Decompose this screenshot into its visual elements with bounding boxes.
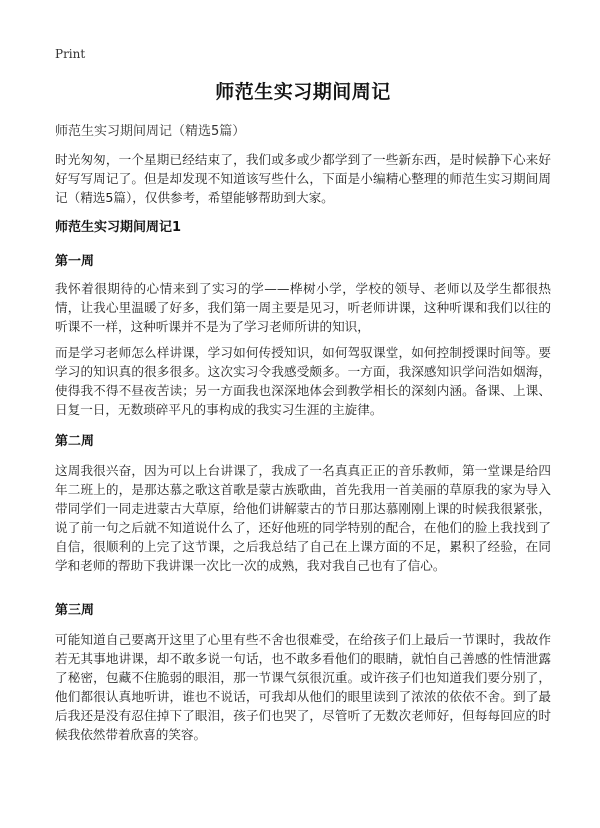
entry-heading: 师范生实习期间周记1 xyxy=(55,220,182,235)
document-subtitle: 师范生实习期间周记（精选5篇） xyxy=(55,124,246,139)
week3-heading: 第三周 xyxy=(55,603,95,618)
week1-paragraph-2: 而是学习老师怎么样讲课，学习如何传授知识，如何驾驭课堂，如何控制授课时间等。要学习的知识真的很多很多。这次实习令我感受颇多。一方面，我深感知识学问浩如烟海，使得我不得不昼夜苦读；另一方面我也深深地体会到教学相长的深刻内涵。备课、上课、日复一日，无数琐碎平凡的事构成的我实习生涯的主旋律。 xyxy=(55,345,551,417)
intro-paragraph: 时光匆匆，一个星期已经结束了，我们或多或少都学到了一些新东西，是时候静下心来好好写写周记了。但是却发现不知道该写些什么，下面是小编精心整理的师范生实习期间周记（精选5篇），仅供参考，希望能够帮助到大家。 xyxy=(55,152,551,205)
week2-paragraph: 这周我很兴奋，因为可以上台讲课了，我成了一名真真正正的音乐教师，第一堂课是给四年二班上的，是那达慕之歌这首歌是蒙古族歌曲，首先我用一首美丽的草原我的家为导入带同学们一同走进蒙古大草原，给他们讲解蒙古的节日那达慕刚刚上课的时候我很紧张，说了前一句之后就不知道说什么了，还好他班的同学特别的配合，在他们的脸上我找到了自信，很顺利的上完了这节课，之后我总结了自己在上课方面的不足，累积了经验，在同学和老师的帮助下我讲课一次比一次的成熟，我对我自己也有了信心。 xyxy=(55,463,551,573)
week1-paragraph-1: 我怀着很期待的心情来到了实习的学——桦树小学，学校的领导、老师以及学生都很热情，让我心里温暖了好多，我们第一周主要是见习，听老师讲课，这种听课和我们以往的听课不一样，这种听课并不是为了学习老师所讲的知识， xyxy=(55,281,551,334)
week3-paragraph: 可能知道自己要离开这里了心里有些不舍也很难受，在给孩子们上最后一节课时，我故作若无其事地讲课，却不敢多说一句话，也不敢多看他们的眼睛，就怕自己善感的性情泄露了秘密，包藏不住脆弱的眼泪，那一节课气氛很沉重。或许孩子们也知道我们要分别了，他们都很认真地听讲，谁也不说话，可我却从他们的眼里读到了浓浓的依依不舍。到了最后我还是没有忍住掉下了眼泪，孩子们也哭了，尽管听了无数次老师好，但每每回应的时候我依然带着欣喜的笑容。 xyxy=(55,632,551,742)
week2-heading: 第二周 xyxy=(55,434,95,449)
print-link[interactable]: Print xyxy=(55,47,86,61)
week1-heading: 第一周 xyxy=(55,254,95,269)
page-title: 师范生实习期间周记 xyxy=(215,81,391,103)
